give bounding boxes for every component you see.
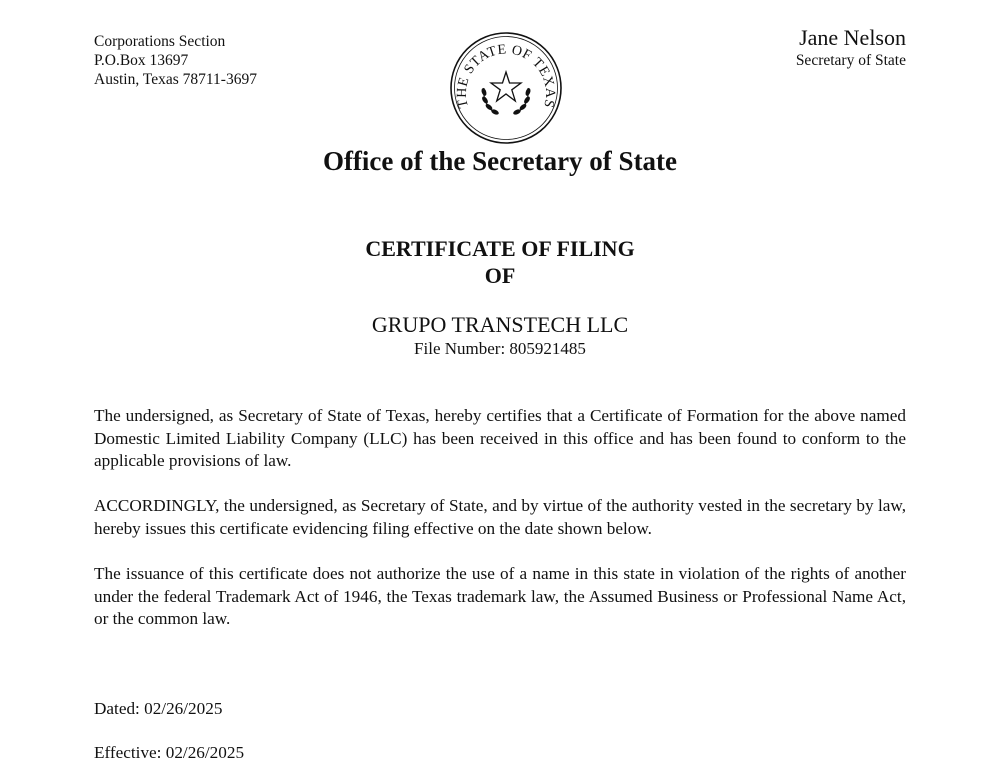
svg-text:THE STATE OF TEXAS [455,42,557,109]
dated-line: Dated: 02/26/2025 [94,699,223,718]
disclaimer-paragraph: The issuance of this certificate does not authorize the use of a name in this state in violation of the rights of another under the federal Trademark Act of 1946, the Texas trademark law, the Assumed Business or Professional Name Act, or the common law. [94,564,906,628]
effective-line: Effective: 02/26/2025 [94,743,245,762]
seal-text: THE STATE OF TEXAS [454,42,558,110]
secretary-name: Jane Nelson [799,25,906,50]
address-line-department: Corporations Section [94,33,226,50]
company-block [0,312,1000,360]
company-name: GRUPO TRANSTECH LLC [371,312,629,337]
office-title: Office of the Secretary of State [322,146,678,176]
state-seal [448,30,564,146]
file-number: File Number: 805921485 [414,339,586,358]
secretary-block [796,24,906,70]
certificate-title-line1: CERTIFICATE OF FILING [365,236,635,261]
texas-seal-icon [448,30,564,146]
certificate-title [0,235,1000,289]
certification-paragraph: The undersigned, as Secretary of State of Texas, hereby certifies that a Certificate of Formation for the above named Domestic Limited Liability Company (LLC) has been received in this office and has been found to conform to the applicable provisions of law. [94,406,906,470]
certificate-title-line2: OF [484,263,516,288]
address-line-pobox: P.O.Box 13697 [94,52,189,69]
office-address [94,32,257,89]
secretary-title: Secretary of State [795,52,906,69]
address-line-city: Austin, Texas 78711-3697 [94,71,257,88]
accordingly-paragraph: ACCORDINGLY, the undersigned, as Secretary of State, and by virtue of the authority vested in the secretary by law, hereby issues this certificate evidencing filing effective on the date shown below. [94,496,906,538]
